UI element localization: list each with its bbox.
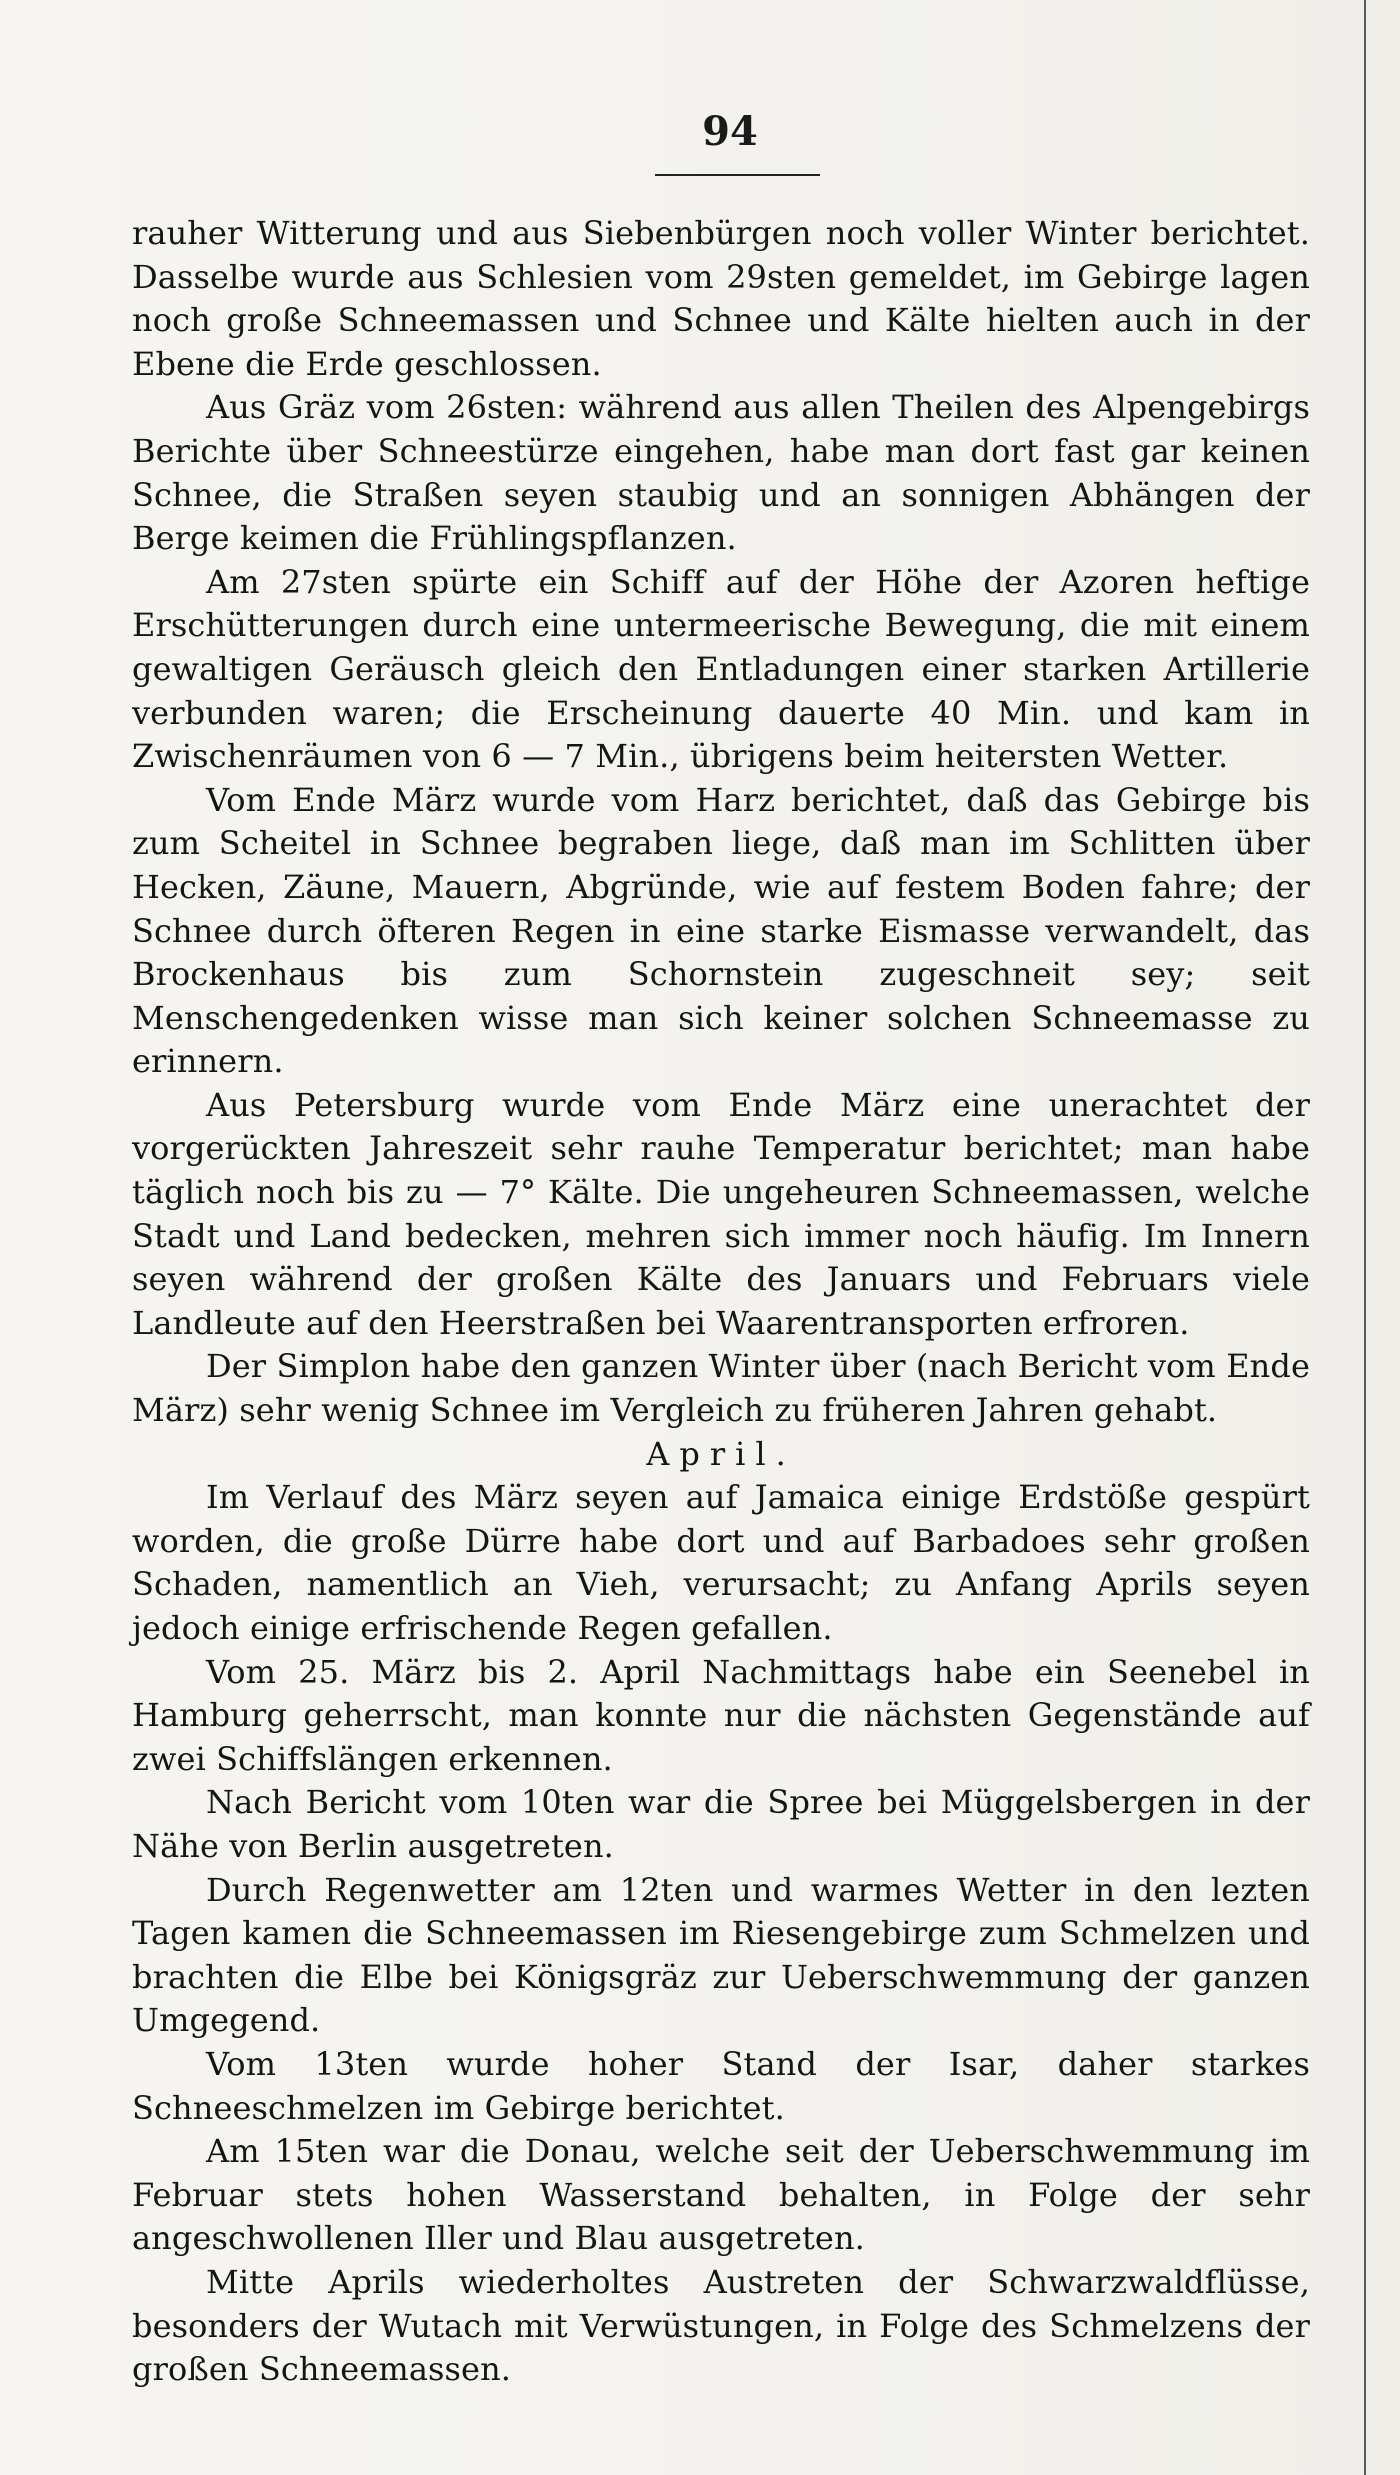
page-number: 94 (702, 108, 758, 155)
paragraph-riesengebirge: Durch Regenwetter am 12ten und warmes Wetter in den lezten Tagen kamen die Schneemassen im Riesengebirge zum Schmelzen und brachten die Elbe bei Königsgräz zur Ueberschwemmung der ganzen Umgegend. (132, 1870, 1310, 2040)
paragraph-simplon: Der Simplon habe den ganzen Winter über (nach Bericht vom Ende März) sehr wenig Schnee im Vergleich zu früheren Jahren gehabt. (132, 1347, 1310, 1430)
paragraph-spree: Nach Bericht vom 10ten war die Spree bei Müggelsbergen in der Nähe von Berlin ausgetreten. (132, 1783, 1310, 1865)
paragraph-harz: Vom Ende März wurde vom Harz berichtet, daß das Gebirge bis zum Scheitel in Schnee begraben liege, daß man im Schlitten über Hecken, Zäune, Mauern, Abgründe, wie auf festem Boden fahre; der Schnee durch öfteren Regen in eine starke Eismasse verwandelt, das Brockenhaus bis zum Schornstein zugeschneit sey; seit Menschengedenken wisse man sich keiner solchen Schneemasse zu erinnern. (132, 780, 1310, 1081)
header-rule (655, 174, 820, 176)
paragraph-isar: Vom 13ten wurde hoher Stand der Isar, daher starkes Schneeschmelzen im Gebirge berichtet. (132, 2044, 1310, 2127)
paragraph-schwarzwald: Mitte Aprils wiederholtes Austreten der Schwarzwaldflüsse, besonders der Wutach mit Verwüstungen, in Folge des Schmelzens der großen Schneemassen. (132, 2262, 1310, 2389)
page-body (132, 212, 1310, 2392)
paragraph-petersburg: Aus Petersburg wurde vom Ende März eine unerachtet der vorgerückten Jahreszeit sehr rauhe Temperatur berichtet; man habe täglich noch bis zu — 7° Kälte. Die ungeheuren Schneemassen, welche Stadt und Land bedecken, mehren sich immer noch häufig. Im Innern seyen während der großen Kälte des Januars und Februars viele Landleute auf den Heerstraßen bei Waarentransporten erfroren. (132, 1085, 1310, 1342)
paragraph-graz: Aus Gräz vom 26sten: während aus allen Theilen des Alpengebirgs Berichte über Schneestürze eingehen, habe man dort fast gar keinen Schnee, die Straßen seyen staubig und an sonnigen Abhängen der Berge keimen die Frühlingspflanzen. (132, 388, 1310, 558)
paragraph-donau: Am 15ten war die Donau, welche seit der Ueberschwemmung im Februar stets hohen Wasserstand behalten, in Folge der sehr angeschwollenen Iller und Blau ausgetreten. (132, 2132, 1310, 2258)
section-heading-april: April. (646, 1434, 796, 1473)
page-edge-line (1364, 0, 1366, 2475)
paragraph-azoren: Am 27sten spürte ein Schiff auf der Höhe der Azoren heftige Erschütterungen durch eine untermeerische Bewegung, die mit einem gewaltigen Geräusch gleich den Entladungen einer starken Artillerie verbunden waren; die Erscheinung dauerte 40 Min. und kam in Zwischenräumen von 6 — 7 Min., übrigens beim heitersten Wetter. (132, 562, 1310, 776)
paragraph-continuation: rauher Witterung und aus Siebenbürgen noch voller Winter berichtet. Dasselbe wurde aus Schlesien vom 29sten gemeldet, im Gebirge lagen noch große Schneemassen und Schnee und Kälte hielten auch in der Ebene die Erde geschlossen. (132, 214, 1310, 383)
paragraph-jamaica: Im Verlauf des März seyen auf Jamaica einige Erdstöße gespürt worden, die große Dürre habe dort und auf Barbadoes sehr großen Schaden, namentlich an Vieh, verursacht; zu Anfang Aprils seyen jedoch einige erfrischende Regen gefallen. (132, 1478, 1310, 1647)
paragraph-hamburg: Vom 25. März bis 2. April Nachmittags habe ein Seenebel in Hamburg geherrscht, man konnte nur die nächsten Gegenstände auf zwei Schiffslängen erkennen. (132, 1652, 1310, 1778)
